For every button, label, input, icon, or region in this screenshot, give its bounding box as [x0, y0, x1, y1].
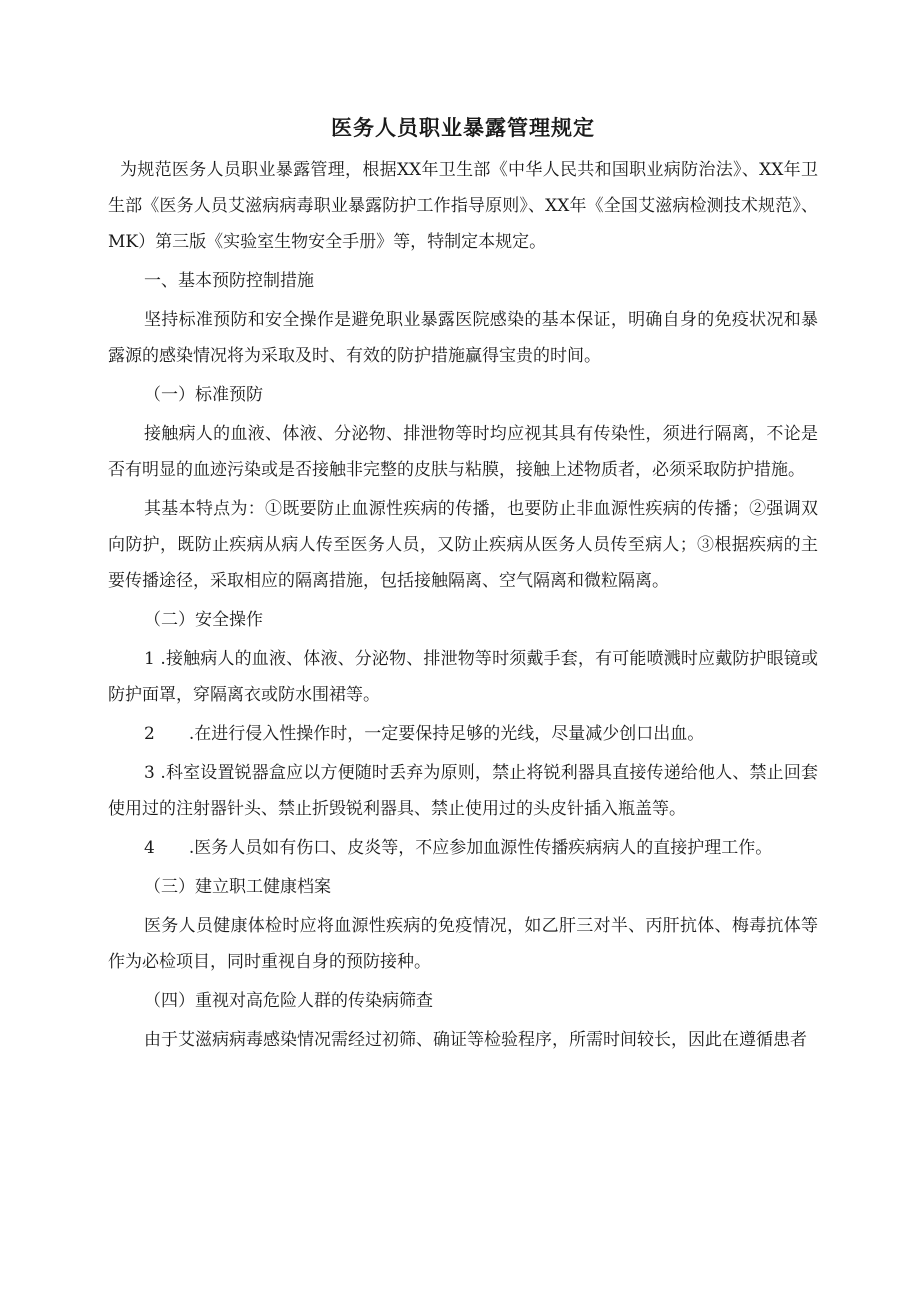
list-item-number: 4 [144, 838, 155, 858]
list-item-text: .在进行侵入性操作时，一定要保持足够的光线，尽量减少创口出血。 [188, 724, 705, 744]
list-item-number: 2 [144, 724, 155, 744]
list-item-number: 3 [144, 763, 155, 783]
list-item-text: .接触病人的血液、体液、分泌物、排泄物等时须戴手套，有可能喷溅时应戴防护眼镜或防护面罩，穿隔离衣或防水围裙等。 [108, 649, 819, 705]
document-title: 医务人员职业暴露管理规定 [331, 115, 595, 140]
subsection-paragraph: 其基本特点为：①既要防止血源性疾病的传播，也要防止非血源性疾病的传播；②强调双向防护，既防止疾病从病人传至医务人员，又防止疾病从医务人员传至病人；③根据疾病的主要传播途径，采取相应的隔离措施，包括接触隔离、空气隔离和微粒隔离。 [108, 499, 818, 591]
subsection-heading-high-risk-screening: （四）重视对高危险人群的传染病筛查 [144, 991, 433, 1011]
section-heading-basic-prevention: 一、基本预防控制措施 [144, 271, 314, 291]
section-paragraph: 坚持标准预防和安全操作是避免职业暴露医院感染的基本保证，明确自身的免疫状况和暴露源的感染情况将为采取及时、有效的防护措施赢得宝贵的时间。 [108, 310, 818, 366]
subsection-paragraph: 接触病人的血液、体液、分泌物、排泄物等时均应视其具有传染性，须进行隔离，不论是否有明显的血迹污染或是否接触非完整的皮肤与粘膜，接触上述物质者，必须采取防护措施。 [108, 424, 818, 480]
subsection-heading-health-records: （三）建立职工健康档案 [144, 877, 331, 897]
subsection-heading-safe-operation: （二）安全操作 [144, 610, 263, 630]
list-item [108, 830, 818, 866]
subsection-paragraph: 医务人员健康体检时应将血源性疾病的免疫情况，如乙肝三对半、丙肝抗体、梅毒抗体等作为必检项目，同时重视自身的预防接种。 [108, 916, 818, 972]
list-item-text: .科室设置锐器盒应以方便随时丢弃为原则，禁止将锐利器具直接传递给他人、禁止回套使用过的注射器针头、禁止折毁锐利器具、禁止使用过的头皮针插入瓶盖等。 [108, 763, 819, 819]
list-item [108, 755, 818, 827]
intro-paragraph: 为规范医务人员职业暴露管理，根据XX年卫生部《中华人民共和国职业病防治法》、XX年卫生部《医务人员艾滋病病毒职业暴露防护工作指导原则》、XX年《全国艾滋病检测技术规范》、MK）第三版《实验室生物安全手册》等，特制定本规定。 [108, 160, 818, 252]
document-page [108, 112, 818, 1061]
subsection-paragraph: 由于艾滋病病毒感染情况需经过初筛、确证等检验程序，所需时间较长，因此在遵循患者 [144, 1030, 807, 1050]
subsection-heading-standard-prevention: （一）标准预防 [144, 385, 263, 405]
list-item-text: .医务人员如有伤口、皮炎等，不应参加血源性传播疾病病人的直接护理工作。 [188, 838, 773, 858]
list-item [108, 641, 818, 713]
list-item [108, 716, 818, 752]
list-item-number: 1 [144, 649, 155, 669]
